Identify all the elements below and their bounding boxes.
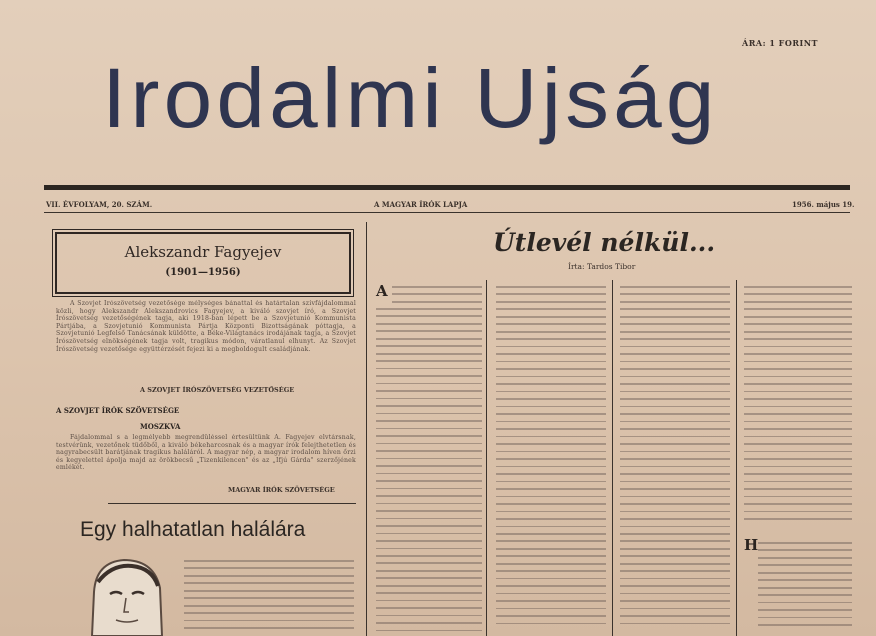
article-byline: Írta: Tardos Tibor bbox=[568, 262, 636, 271]
telegram-text: Fájdalommal s a legmélyebb megrendüléssel értesültünk A. Fagyejev elvtársnak, testvérünk, vezetőnek tüdőből, a kiváló békeharcosnak és a magyar írók felejthetetlen és nagyrabecsült barátjának tragikus haláláról. A magyar nép, a magyar irodalom híven őrzi és kegyelettel ápolja majd az örökbecsű „Tizenkilencen" és az „Ifjú Gárda" szerzőjének emlékét. bbox=[56, 434, 356, 472]
issue-subtitle: A MAGYAR ÍRÓK LAPJA bbox=[374, 200, 468, 209]
column-rule-3 bbox=[612, 280, 613, 636]
article-col4-text bbox=[744, 286, 852, 536]
obituary-box bbox=[55, 232, 351, 294]
article-col2-text bbox=[496, 286, 606, 636]
price-label: ÁRA: 1 FORINT bbox=[742, 38, 818, 48]
column-rule-1 bbox=[366, 222, 367, 636]
article-col3-text bbox=[620, 286, 730, 636]
issue-date: 1956. május 19. bbox=[792, 200, 855, 209]
issue-volume: VII. ÉVFOLYAM, 20. SZÁM. bbox=[46, 200, 153, 209]
article-col4-lower bbox=[758, 542, 852, 636]
obituary-years: (1901—1956) bbox=[165, 267, 241, 278]
obituary-name: Alekszandr Fagyejev bbox=[124, 243, 282, 261]
column-rule-4 bbox=[736, 280, 737, 636]
article-col1-text bbox=[376, 308, 482, 636]
obituary-notice: A Szovjet Írószövetség vezetősége mélységes bánattal és határtalan szívfájdalommal közli, hogy Alekszandr Alekszandrovics Fagyejev, a kiváló szovjet író, a Szovjet Írószövetség vezetőségének tagja, aki 1918-ban lépett be a Szovjetunió Kommunista Pártjába, a Szovjetunió Kommunista Pártja Központi Bizottságának póttagja, a Szovjetunió Legfelső Tanácsának küldötte, a Béke-Világtanács irodájának tagja, a Szovjet Írószövetség elnökségének tagja volt, tragikus módon, váratlanul elhunyt. Az Szovjet Írószövetség vezetősége együttérzését fejezi ki a megboldogult családjának. bbox=[56, 300, 356, 353]
tribute-text bbox=[184, 560, 354, 636]
article-title: Útlevél nélkül... bbox=[493, 228, 716, 257]
portrait-image bbox=[72, 552, 180, 636]
article-second-drop-cap: H bbox=[744, 536, 759, 554]
telegram-signature: MAGYAR ÍRÓK SZÖVETSÉGE bbox=[228, 486, 335, 494]
telegram-addressee: A SZOVJET ÍRÓK SZÖVETSÉGE bbox=[56, 406, 180, 415]
column-rule-2 bbox=[486, 280, 487, 636]
article-col1-lead bbox=[392, 286, 482, 308]
header-rule bbox=[44, 212, 850, 213]
notice-signature: A SZOVJET ÍRÓSZÖVETSÉG VEZETŐSÉGE bbox=[140, 386, 295, 394]
telegram-city: MOSZKVA bbox=[140, 422, 181, 431]
section-rule bbox=[108, 503, 356, 504]
masthead-title: Irodalmi Ujság bbox=[102, 51, 719, 145]
tribute-title: Egy halhatatlan halálára bbox=[80, 518, 306, 541]
masthead-rule bbox=[44, 185, 850, 190]
article-drop-cap: A bbox=[376, 282, 388, 300]
